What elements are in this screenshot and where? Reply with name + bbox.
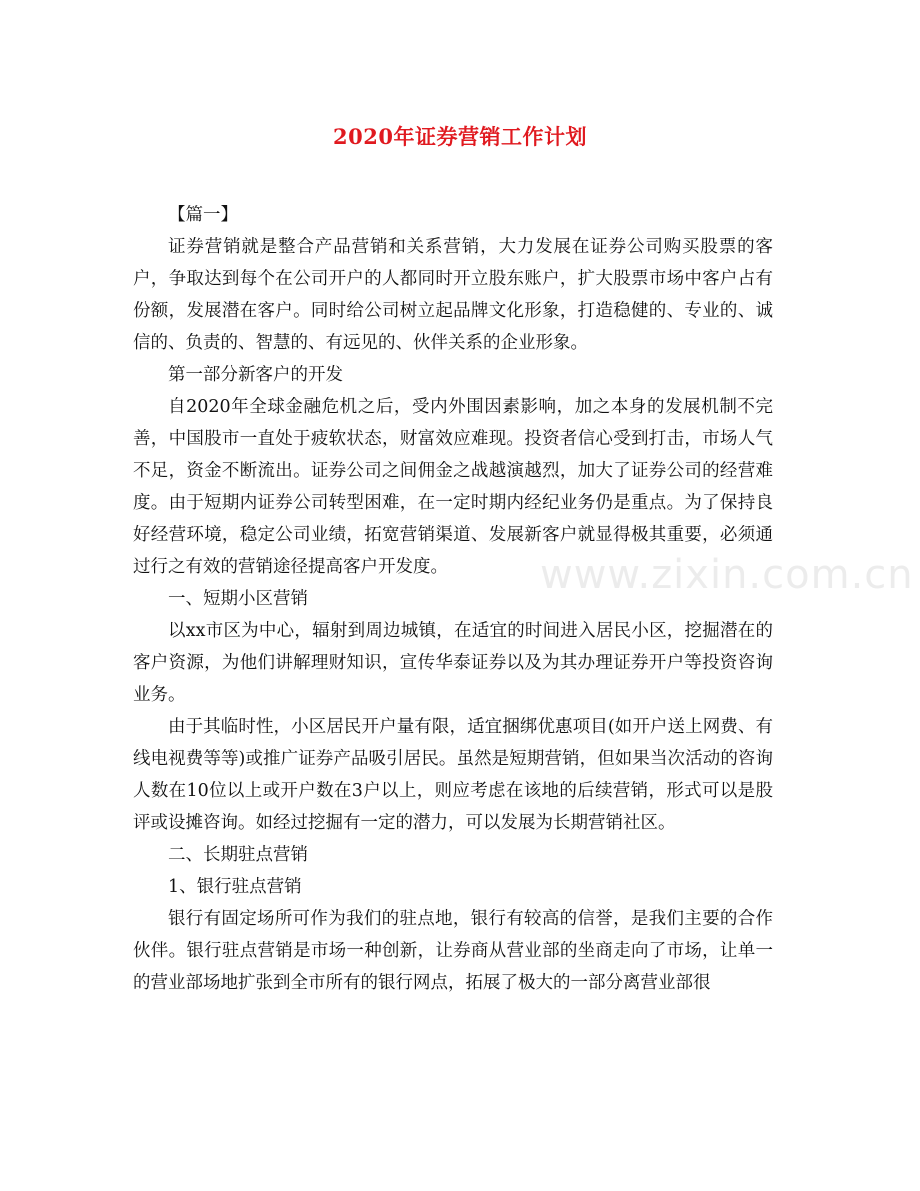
paragraph-bank-marketing: 银行有固定场所可作为我们的驻点地，银行有较高的信誉，是我们主要的合作伙伴。银行驻点营销是市场一种创新，让券商从营业部的坐商走向了市场，让单一的营业部场地扩张到全市所有的银行网点，拓展了极大的一部分离营业部很 xyxy=(133,909,773,993)
paragraph-community-details: 由于其临时性，小区居民开户量有限，适宜捆绑优惠项目(如开户送上网费、有线电视费等等)或推广证券产品吸引居民。虽然是短期营销，但如果当次活动的咨询人数在10位以上或开户数在3户以上，则应考虑在该地的后续营销，形式可以是股评或设摊咨询。如经过挖掘有一定的潜力，可以发展为长期营销社区。 xyxy=(133,717,773,833)
paragraph-community-scope: 以xx市区为中心，辐射到周边城镇，在适宜的时间进入居民小区，挖掘潜在的客户资源，为他们讲解理财知识，宣传华泰证券以及为其办理证券开户等投资咨询业务。 xyxy=(133,621,773,705)
document-title: 2020年证券营销工作计划 xyxy=(333,124,587,149)
section-heading-community-marketing: 一、短期小区营销 xyxy=(168,589,308,609)
section-heading-long-term-marketing: 二、长期驻点营销 xyxy=(168,845,308,865)
paragraph-intro: 证券营销就是整合产品营销和关系营销，大力发展在证券公司购买股票的客户，争取达到每个在公司开户的人都同时开立股东账户，扩大股票市场中客户占有份额，发展潜在客户。同时给公司树立起品牌文化形象，打造稳健的、专业的、诚信的、负责的、智慧的、有远见的、伙伴关系的企业形象。 xyxy=(133,237,773,353)
section-heading-new-clients: 第一部分新客户的开发 xyxy=(168,365,343,385)
subsection-heading-bank-marketing: 1、银行驻点营销 xyxy=(168,877,302,897)
paragraph-background: 自2020年全球金融危机之后，受内外围因素影响，加之本身的发展机制不完善，中国股市一直处于疲软状态，财富效应难现。投资者信心受到打击，市场人气不足，资金不断流出。证券公司之间佣金之战越演越烈，加大了证券公司的经营难度。由于短期内证券公司转型困难，在一定时期内经纪业务仍是重点。为了保持良好经营环境，稳定公司业绩，拓宽营销渠道、发展新客户就显得极其重要，必须通过行之有效的营销途径提高客户开发度。 xyxy=(133,397,773,577)
document-body xyxy=(133,199,773,999)
watermark-text: www.zixin.com.cn xyxy=(540,552,914,598)
section-heading-part-one: 【篇一】 xyxy=(168,205,238,225)
